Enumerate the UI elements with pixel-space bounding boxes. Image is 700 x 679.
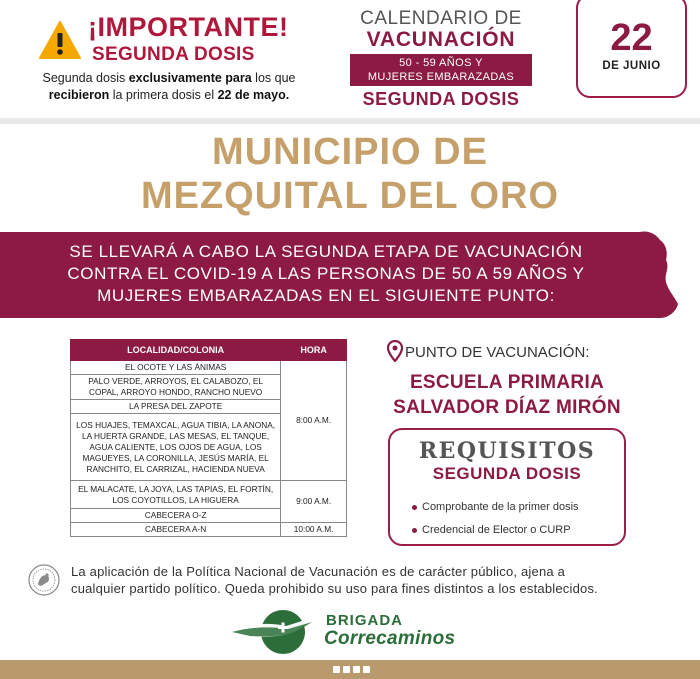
important-subtitle: SEGUNDA DOSIS (92, 44, 255, 65)
time-cell: 8:00 A.M. (281, 361, 347, 481)
municipality-line: MEZQUITAL DEL ORO (140, 175, 560, 217)
school-line: SALVADOR DÍAZ MIRÓN (393, 397, 621, 418)
announcement-text (26, 241, 626, 307)
brigada-label: BRIGADA (326, 612, 403, 629)
notice-emphasis: exclusivamente para (128, 71, 252, 85)
date-day: 22 (610, 17, 653, 59)
column-header: LOCALIDAD/COLONIA (71, 340, 281, 361)
municipality-line: MUNICIPIO DE (212, 131, 488, 173)
requirements-title: REQUISITOS (418, 438, 596, 464)
calendar-title: CALENDARIO DE (360, 8, 522, 29)
bullet-icon (412, 528, 417, 533)
locality-cell: EL MALACATE, LA JOYA, LAS TAPIAS, EL FORTÍN, LOS COYOTILLOS, LA HIGUERA (71, 481, 281, 509)
table-row (71, 523, 347, 537)
school-line: ESCUELA PRIMARIA (409, 372, 605, 393)
locality-cell: EL OCOTE Y LAS ÁNIMAS (71, 361, 281, 375)
social-icons (333, 666, 370, 673)
calendar-title-bold: VACUNACIÓN (366, 28, 516, 51)
table-row (71, 361, 347, 375)
list-item (412, 496, 579, 519)
list-item (412, 519, 579, 542)
school-name (362, 370, 652, 420)
date-month: DE JUNIO (602, 60, 661, 72)
requirements-list (412, 496, 579, 542)
important-title: ¡IMPORTANTE! (88, 12, 289, 42)
notice-text: Segunda dosis (42, 71, 129, 85)
municipality-title (0, 130, 700, 218)
facebook-icon[interactable] (333, 666, 340, 673)
requirements-subtitle: SEGUNDA DOSIS (432, 464, 582, 483)
bullet-icon (412, 505, 417, 510)
column-header: HORA (281, 340, 347, 361)
vaccination-point-label: PUNTO DE VACUNACIÓN: (405, 344, 590, 361)
requirement-text: Comprobante de la primer dosis (422, 501, 579, 513)
instagram-icon[interactable] (353, 666, 360, 673)
policy-line: La aplicación de la Política Nacional de Vacunación es de carácter público, ajena a (71, 564, 566, 579)
time-cell: 10:00 A.M. (281, 523, 347, 537)
date-card (576, 0, 687, 98)
twitter-icon[interactable] (343, 666, 350, 673)
notice-emphasis: recibieron (48, 88, 110, 102)
location-pin-icon (387, 340, 403, 362)
locality-cell: CABECERA O-Z (71, 509, 281, 523)
brigada-name: Correcaminos (324, 628, 456, 649)
warning-icon (38, 20, 82, 60)
time-cell: 9:00 A.M. (281, 481, 347, 523)
announcement-line: SE LLEVARÁ A CABO LA SEGUNDA ETAPA DE VACUNACIÓN (69, 242, 583, 261)
audience-line: 50 - 59 AÑOS Y (399, 57, 483, 69)
notice-text: la primera dosis el (109, 88, 218, 102)
youtube-icon[interactable] (363, 666, 370, 673)
locality-cell: CABECERA A-N (71, 523, 281, 537)
locality-cell: PALO VERDE, ARROYOS, EL CALABOZO, EL COPAL, ARROYO HONDO, RANCHO NUEVO (71, 375, 281, 400)
dose-label: SEGUNDA DOSIS (362, 89, 520, 109)
second-dose-notice (38, 70, 300, 104)
table-row (71, 481, 347, 509)
policy-line: cualquier partido político. Queda prohibido su uso para fines distintos a los establecidos. (71, 581, 598, 596)
announcement-line: CONTRA EL COVID-19 A LAS PERSONAS DE 50 A 59 AÑOS Y (67, 264, 585, 283)
brigada-logo-icon (228, 608, 323, 656)
audience-line: MUJERES EMBARAZADAS (367, 71, 515, 83)
header-divider (0, 118, 700, 124)
notice-text: los que (251, 71, 296, 85)
table-header-row (71, 340, 347, 361)
requirement-text: Credencial de Elector o CURP (422, 524, 571, 536)
schedule-table (70, 339, 347, 537)
header (0, 0, 700, 118)
locality-cell: LOS HUAJES, TEMAXCAL, AGUA TIBIA, LA ANONA, LA HUERTA GRANDE, LAS MESAS, EL TANQUE, AGUA CALIENTE, LOS OJOS DE AGUA, LOS MAGUEYES, LA CORONILLA, JESÚS MARÍA, EL RANCHITO, EL CARRIZAL, HACIENDA NUEVA (71, 414, 281, 481)
locality-cell: LA PRESA DEL ZAPOTE (71, 400, 281, 414)
mexico-seal-icon (28, 564, 60, 596)
audience-box (350, 54, 532, 86)
announcement-line: MUJERES EMBARAZADAS EN EL SIGUIENTE PUNTO: (97, 286, 555, 305)
notice-date: 22 de mayo. (217, 88, 290, 102)
requirements-card (388, 428, 626, 546)
policy-disclaimer (71, 563, 671, 597)
